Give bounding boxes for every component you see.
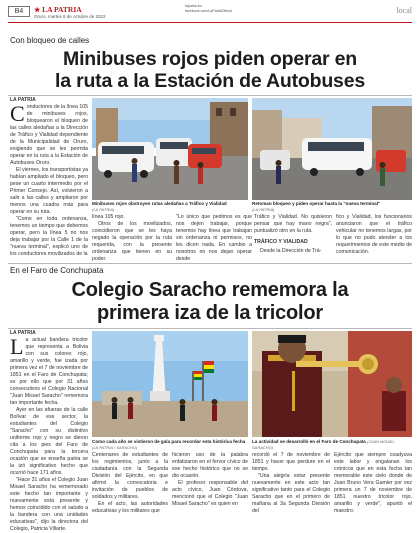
- trumpeter-image: [252, 331, 412, 437]
- article1-col4-p1: Tráfico y Vialidad. No quisieron pensar que hay mano negra", puntualizó otro en la ruta.: [254, 214, 332, 234]
- article1-col2-p1: línea 105 rojo.: [92, 214, 125, 220]
- article2-col6-p1: Ejército que siempre coadyuva este labor y engalanan los crónicos que en esta fecha tan memorable este cielo donde de Juan Bruno Vera Gamier por vez primera un 7 de noviembre de 1851 nuestro tricolor rojo, amarillo y verde", apuntó el maestro.: [334, 452, 412, 514]
- issue-date: Oruro, martes 8 de octubre de 2022: [34, 14, 106, 19]
- article2-photo-1-credit: (LA PATRIA / SARACHO): [92, 445, 138, 450]
- social-links: [185, 4, 255, 14]
- article1-col2-p2: Otros de los movilizados, coincidieron que se les haya negado la operación por la ruta requerida, con la presente ordenanza que tienen en su poder.: [92, 221, 172, 262]
- article2-column-4: [252, 452, 330, 523]
- blockade-street-image: [252, 98, 412, 200]
- article2-col1-p2: Ayer en las afueras de la calle Bolívar de ese sector, la estudiantes del Colegio "Saracho" con su distintivo uniforme rojo y negro se dieron cita a los pies del Faro de Conchupata para la tercera ocasión que se enseña patria se la izó significativo hecho que ocurrió hace 171 años.: [10, 407, 88, 476]
- article1-photo-2-caption: [252, 201, 412, 213]
- article2-dropcap: L: [10, 334, 24, 359]
- newspaper-logo: [34, 5, 82, 14]
- article2-photo-1-caption: [92, 439, 250, 451]
- article2-photo-1: [92, 331, 248, 437]
- article1-byline: LA PATRIA: [10, 97, 36, 103]
- article2-col4-p2: El profesor responsable del acto cívico, Juan Córdova, mencionó que el Colegio "Juan Misael Saracho" es quien en: [172, 480, 248, 507]
- article1-rule: [8, 95, 412, 96]
- article2-byline: LA PATRIA: [10, 330, 36, 336]
- article1-photo-1-caption: [92, 201, 250, 213]
- article2-headline-line2: primera iza de la tricolor: [97, 302, 323, 324]
- article2-kicker: En el Faro de Conchupata: [10, 266, 104, 275]
- article1-col1-p1: onductores de la línea 105 de minibuses rojos, bloquearon el bloqueo de las calles aledañas a la Dirección de Tráfico y Vialidad dependiente de la Municipalidad de Oruro, exigiendo que se les permita operar en la ruta a la Estación de Autobuses Oruro.: [10, 104, 88, 166]
- article2-photo-2-credit: (JUAN MISAEL SARACHO): [252, 439, 395, 450]
- article1-col1-p2: El viernes, los transportistas ya habían ampliado el bloqueo, pero pese un cuarto intermedio por el Primer Consejo. Así, volvieron a salir a las calles y ampliaron por menos una cuadra más para operar en su ruta.: [10, 167, 88, 215]
- article2-headline: [8, 279, 412, 325]
- article1-dropcap: C: [10, 101, 25, 126]
- article2-column-2: [92, 452, 168, 523]
- article2-top-rule: [8, 263, 412, 264]
- article2-col1-p3: "Hace 31 años el Colegio Juan Misael Saracho ha rememorado este hecho tan importante y nuevamente está presente y hemos coincidido con el saludo a la bandera con una unidades educativas", dijo la directora del Colegio, Patricia Villarte.: [10, 477, 88, 532]
- article2-col1-p1: a actual bandera tricolor que representa a Bolivia con sus colores rojo, amarillo y verde, fue izada por primera vez el 7 de noviembre de 1851 en el Faro de Conchupata; es por ello que por 31 años consecutivos el Colegio Nacional "Juan Misael Saracho" rememora tan importante fecha.: [10, 337, 88, 406]
- article2-headline-line1: Colegio Saracho rememora la: [71, 279, 349, 301]
- article2-column-5: [334, 452, 412, 523]
- article2-column-3: [172, 452, 248, 523]
- header-rule: [8, 22, 412, 23]
- minibus-street-image: [92, 98, 248, 200]
- article1-headline-line1: Minibuses rojos piden operar en: [63, 48, 357, 70]
- article2-photo-2-caption-text: La actividad se desarrolló en el Faro de Conchupata: [252, 439, 366, 444]
- section-name: local: [396, 6, 412, 15]
- article2-col5-p1: recordó el 7 de noviembre de 1851 y hacer que perdure en el tiempo.: [252, 452, 330, 472]
- page-number-box: [8, 6, 30, 17]
- article1-photo-1-caption-text: Minibuses rojos obstruyen rutas aledañas a Tráfico y Vialidad: [92, 201, 227, 206]
- article1-column-5: [336, 214, 412, 262]
- article1-photo-2: [252, 98, 412, 200]
- article1-headline-line2: la ruta a la Estación de Autobuses: [55, 70, 365, 92]
- article1-column-2: [92, 214, 172, 262]
- article2-rule: [8, 328, 412, 329]
- article1-headline: [8, 48, 412, 92]
- monument-ceremony-image: [92, 331, 248, 437]
- article2-col3-p1: Centenares de estudiantes de los regimientos, junto a la ciudadanía con la Segunda División del Ejército, en que afirmó la convocatoria e invitación de pueblos de soldados y militares.: [92, 452, 168, 500]
- article1-photo-2-credit: (LA PATRIA): [252, 207, 275, 212]
- article2-photo-2: [252, 331, 412, 437]
- article2-photo-2-caption: [252, 439, 412, 451]
- article2-photo-1-caption-text: Como cada año se vistieron de gala para recordar esta histórica fecha: [92, 439, 246, 444]
- article2-col4-p1: hicieron uso de la palabra enfatizaron en el fervor cívico de ese hecho histórico que no se dio ocasión.: [172, 452, 248, 479]
- article1-kicker: Con bloqueo de calles: [10, 36, 90, 45]
- article1-col5-p1: fico y Vialidad, los funcionarios anunciaron que el tráfico vehicular no tenemos largas, por lo que no pudo atender a los requerimientos de este medio de comunicación.: [336, 214, 412, 255]
- logo-text: LA PATRIA: [42, 5, 82, 14]
- article1-column-1: [10, 101, 88, 262]
- article2-col5-p2: "Una alegría estar presente nuevamente en este acto tan significativo tanto para el Colegio Saracho que en el primero de mañana al 3a Segunda División del: [252, 473, 330, 514]
- article1-column-4: [254, 214, 332, 262]
- social-web: lapatria.bo: [185, 4, 202, 8]
- article1-col4-p2: Desde la Dirección de Trá-: [260, 248, 322, 254]
- article1-photo-2-caption-text: Retoman bloqueo y piden operar hasta la "nueva terminal": [252, 201, 381, 206]
- article1-col1-p3: "Como en toda ordenanza, tenemos un tiempo que debemos operar, pero la línea 5 no nos deja trabajar por la Calle 1 de la "nueva terminal", explicó uno de los conductores movilizados de la: [10, 216, 88, 257]
- star-icon: ★: [34, 6, 41, 14]
- article1-column-3: [176, 214, 252, 262]
- article1-photo-1: [92, 98, 248, 200]
- article1-photo-1-credit: (LA PATRIA): [92, 207, 115, 212]
- article2-column-1: [10, 334, 88, 532]
- article2-col3-p2: En el acto, las autoridades educativas y los militares que: [92, 501, 168, 514]
- social-facebook: facebook.com/LaPatriaOficial: [185, 9, 232, 13]
- article1-subhead: TRÁFICO Y VIALIDAD: [254, 239, 308, 245]
- page-number: B4: [14, 8, 24, 15]
- article1-col3-p1: "Lo único que pedimos es que nos dejen trabajar, porque tenemos hay línea que trabajan sin ordenanza ni permisos, no les dicen nada. En cambio a nosotros no nos dejan operar desde: [176, 214, 252, 262]
